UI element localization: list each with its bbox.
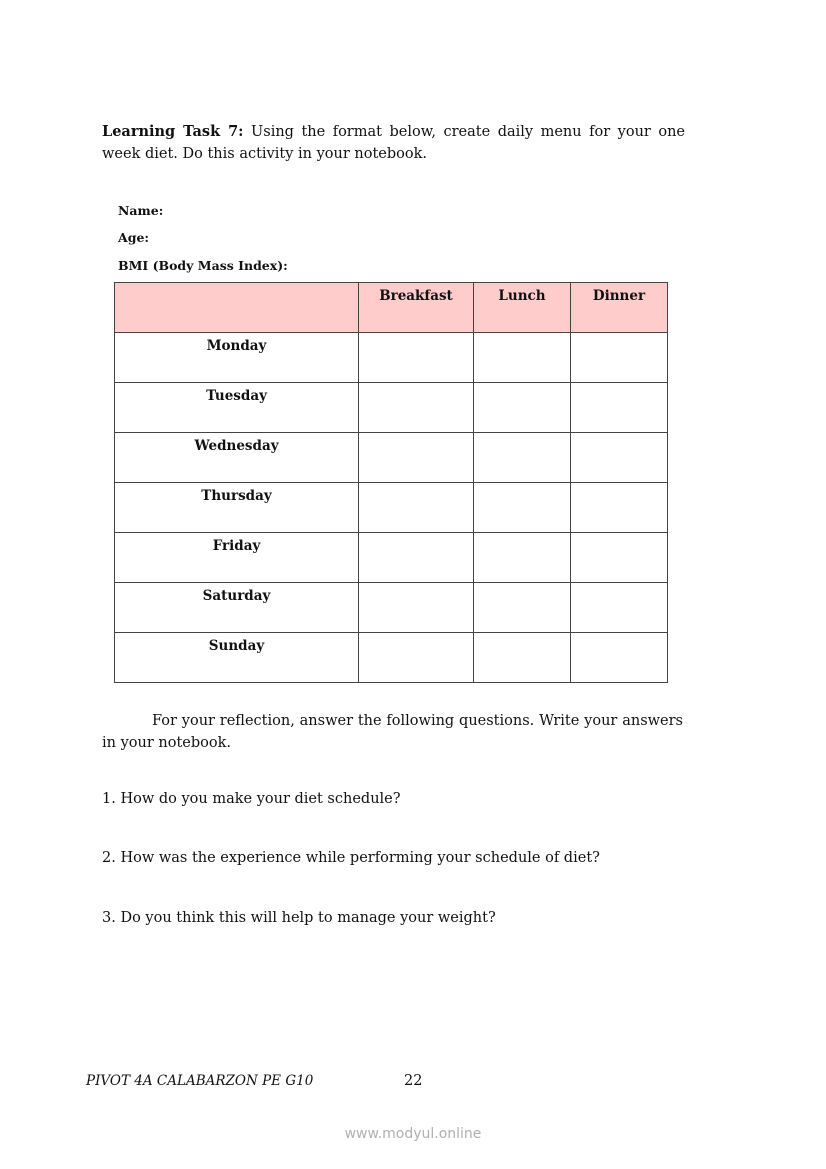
header-dinner: Dinner: [571, 283, 668, 333]
breakfast-cell: [359, 383, 474, 433]
task-label: Learning Task 7:: [102, 123, 244, 140]
dinner-cell: [571, 483, 668, 533]
watermark: www.modyul.online: [344, 1126, 482, 1142]
question-1: 1. How do you make your diet schedule?: [102, 791, 401, 807]
day-cell: Sunday: [115, 633, 359, 683]
dinner-cell: [571, 633, 668, 683]
day-cell: Saturday: [115, 583, 359, 633]
dinner-cell: [571, 333, 668, 383]
task-instructions: [102, 121, 685, 165]
header-breakfast: Breakfast: [359, 283, 474, 333]
question-3: 3. Do you think this will help to manage your weight?: [102, 910, 496, 926]
breakfast-cell: [359, 583, 474, 633]
table-row: [115, 433, 668, 483]
lunch-cell: [474, 583, 571, 633]
day-cell: Tuesday: [115, 383, 359, 433]
age-field-label: Age:: [118, 230, 150, 245]
day-cell: Monday: [115, 333, 359, 383]
breakfast-cell: [359, 633, 474, 683]
table-row: [115, 483, 668, 533]
footer-title: PIVOT 4A CALABARZON PE G10: [86, 1073, 314, 1089]
bmi-field-label: BMI (Body Mass Index):: [118, 258, 288, 273]
lunch-cell: [474, 433, 571, 483]
table-row: [115, 533, 668, 583]
day-cell: Thursday: [115, 483, 359, 533]
table-header-row: [115, 283, 668, 333]
name-field-label: Name:: [118, 203, 164, 218]
lunch-cell: [474, 483, 571, 533]
breakfast-cell: [359, 483, 474, 533]
dinner-cell: [571, 533, 668, 583]
weekly-menu-table: [114, 282, 668, 683]
lunch-cell: [474, 533, 571, 583]
table-row: [115, 383, 668, 433]
breakfast-cell: [359, 433, 474, 483]
breakfast-cell: [359, 533, 474, 583]
dinner-cell: [571, 383, 668, 433]
table-row: [115, 633, 668, 683]
breakfast-cell: [359, 333, 474, 383]
question-2: 2. How was the experience while performing your schedule of diet?: [102, 850, 600, 866]
reflection-instructions: For your reflection, answer the following questions. Write your answers in your notebook.: [102, 713, 683, 751]
dinner-cell: [571, 433, 668, 483]
lunch-cell: [474, 633, 571, 683]
header-lunch: Lunch: [474, 283, 571, 333]
table-row: [115, 583, 668, 633]
table-row: [115, 333, 668, 383]
page-number: 22: [404, 1073, 423, 1089]
lunch-cell: [474, 383, 571, 433]
header-blank: [115, 283, 359, 333]
task-text: Using the format below, create daily menu for your one week diet. Do this activity in your notebook.: [102, 124, 685, 162]
day-cell: Friday: [115, 533, 359, 583]
day-cell: Wednesday: [115, 433, 359, 483]
lunch-cell: [474, 333, 571, 383]
dinner-cell: [571, 583, 668, 633]
